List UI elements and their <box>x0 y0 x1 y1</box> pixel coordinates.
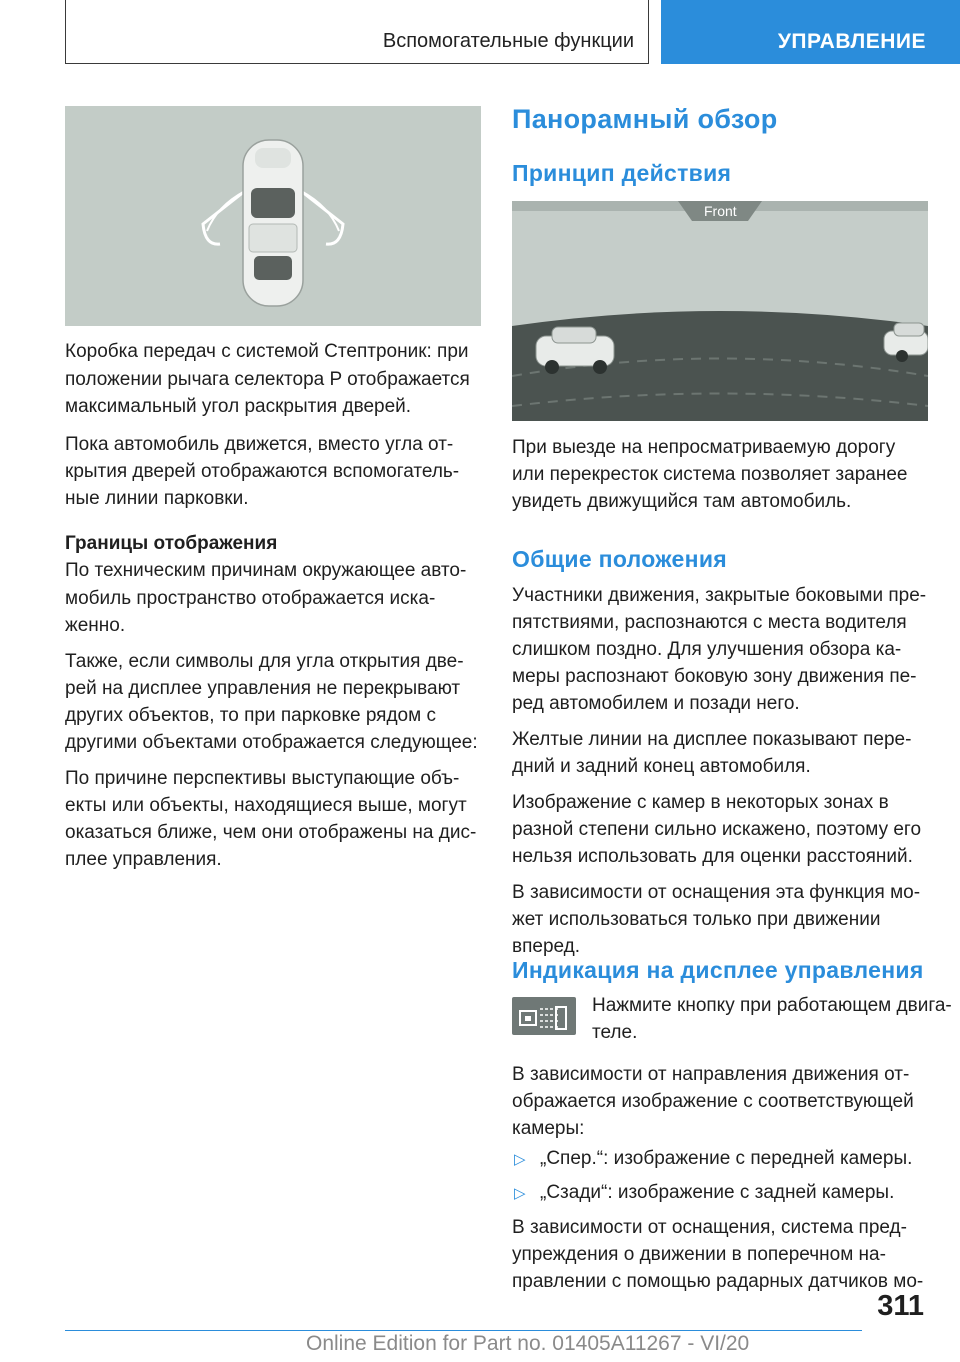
panorama-button-icon <box>512 997 576 1035</box>
bullet-rear-camera: „Сзади“: изображение с задней камеры. <box>540 1182 895 1203</box>
button-text-line-1: Нажмите кнопку при работающем двига- <box>592 995 952 1016</box>
general-p2-line-1: Желтые линии на дисплее показывают пере- <box>512 729 912 750</box>
principle-line-2: или перекресток система позволяет заранее <box>512 464 908 485</box>
para3-line-2: рей на дисплее управления не перекрывают <box>65 678 461 699</box>
header-chapter-box <box>661 0 960 64</box>
display-p1-line-2: ображается изображение с соответствующей <box>512 1091 914 1112</box>
door-angle-illustration <box>65 106 481 326</box>
header-section-box <box>65 0 649 64</box>
principle-line-3: увидеть движущийся там автомобиль. <box>512 491 852 512</box>
page-number: 311 <box>877 1290 924 1322</box>
general-p2-line-2: дний и задний конец автомобиля. <box>512 756 811 777</box>
general-p1-line-4: меры распознают боковую зону движения пе- <box>512 666 917 687</box>
para4-line-4: плее управления. <box>65 849 222 870</box>
footer-divider <box>65 1330 862 1331</box>
principle-line-1: При выезде на непросматриваемую дорогу <box>512 437 896 458</box>
general-p1-line-1: Участники движения, закрытые боковыми пре- <box>512 585 927 606</box>
display-p2-line-2: упреждения о движении в поперечном на- <box>512 1244 886 1265</box>
para2-line-2: мобиль пространство отображается иска- <box>65 588 436 609</box>
header-section-title: Вспомогательные функции <box>382 30 634 52</box>
caption-line-1: Коробка передач с системой Стептроник: при <box>65 341 469 362</box>
header-chapter-title: УПРАВЛЕНИЕ <box>777 30 926 53</box>
display-heading: Индикация на дисплее управления <box>512 957 924 983</box>
para4-line-2: екты или объекты, находящиеся выше, могут <box>65 795 467 816</box>
general-p1-line-5: ред автомобилем и позади него. <box>512 693 800 714</box>
general-p3-line-1: Изображение с камер в некоторых зонах в <box>512 792 889 813</box>
page-title: Панорамный обзор <box>512 104 778 134</box>
bullet-arrow-icon: ▷ <box>514 1185 526 1202</box>
general-p4-line-1: В зависимости от оснащения эта функция мо- <box>512 882 921 903</box>
footer-edition: Online Edition for Part no. 01405A11267 - VI/20 <box>306 1332 750 1355</box>
para3-line-1: Также, если символы для угла открытия две- <box>65 651 464 672</box>
general-p3-line-2: разной степени сильно искажено, поэтому его <box>512 819 922 840</box>
display-p2-line-1: В зависимости от оснащения, система пред- <box>512 1217 907 1238</box>
front-camera-label: Front <box>704 203 737 219</box>
general-p1-line-2: пятствиями, распознаются с места водителя <box>512 612 907 633</box>
display-p2-line-3: правлении с помощью радарных датчиков мо- <box>512 1271 924 1292</box>
para1-line-2: крытия дверей отображаются вспомогатель- <box>65 461 460 482</box>
para4-line-3: оказаться ближе, чем они отображены на дис- <box>65 822 477 843</box>
limits-heading: Границы отображения <box>65 533 278 554</box>
para3-line-3: других объектов, то при парковке рядом с <box>65 705 436 726</box>
caption-line-3: максимальный угол раскрытия дверей. <box>65 396 412 417</box>
general-p3-line-3: нельзя использовать для оценки расстояний. <box>512 846 913 867</box>
principle-heading: Принцип действия <box>512 160 732 186</box>
bullet-arrow-icon: ▷ <box>514 1151 526 1168</box>
para4-line-1: По причине перспективы выступающие объ- <box>65 768 460 789</box>
para3-line-4: другими объектами отображается следующее: <box>65 732 478 753</box>
panorama-camera-illustration <box>512 201 928 421</box>
top-view-car-icon <box>65 106 481 326</box>
display-p1-line-3: камеры: <box>512 1118 585 1139</box>
bullet-front-camera: „Спер.“: изображение с передней камеры. <box>540 1148 913 1169</box>
para2-line-1: По техническим причинам окружающее авто- <box>65 560 467 581</box>
para2-line-3: женно. <box>65 615 126 636</box>
caption-line-2: положении рычага селектора P отображается <box>65 369 470 390</box>
general-p4-line-3: вперед. <box>512 936 581 957</box>
display-p1-line-1: В зависимости от направления движения от- <box>512 1064 910 1085</box>
general-p4-line-2: жет использоваться только при движении <box>512 909 881 930</box>
para1-line-3: ные линии парковки. <box>65 488 249 509</box>
general-p1-line-3: слишком поздно. Для улучшения обзора ка- <box>512 639 902 660</box>
panorama-view-graphic <box>512 201 928 421</box>
button-text-line-2: теле. <box>592 1022 638 1043</box>
general-heading: Общие положения <box>512 546 727 572</box>
para1-line-1: Пока автомобиль движется, вместо угла от- <box>65 434 454 455</box>
